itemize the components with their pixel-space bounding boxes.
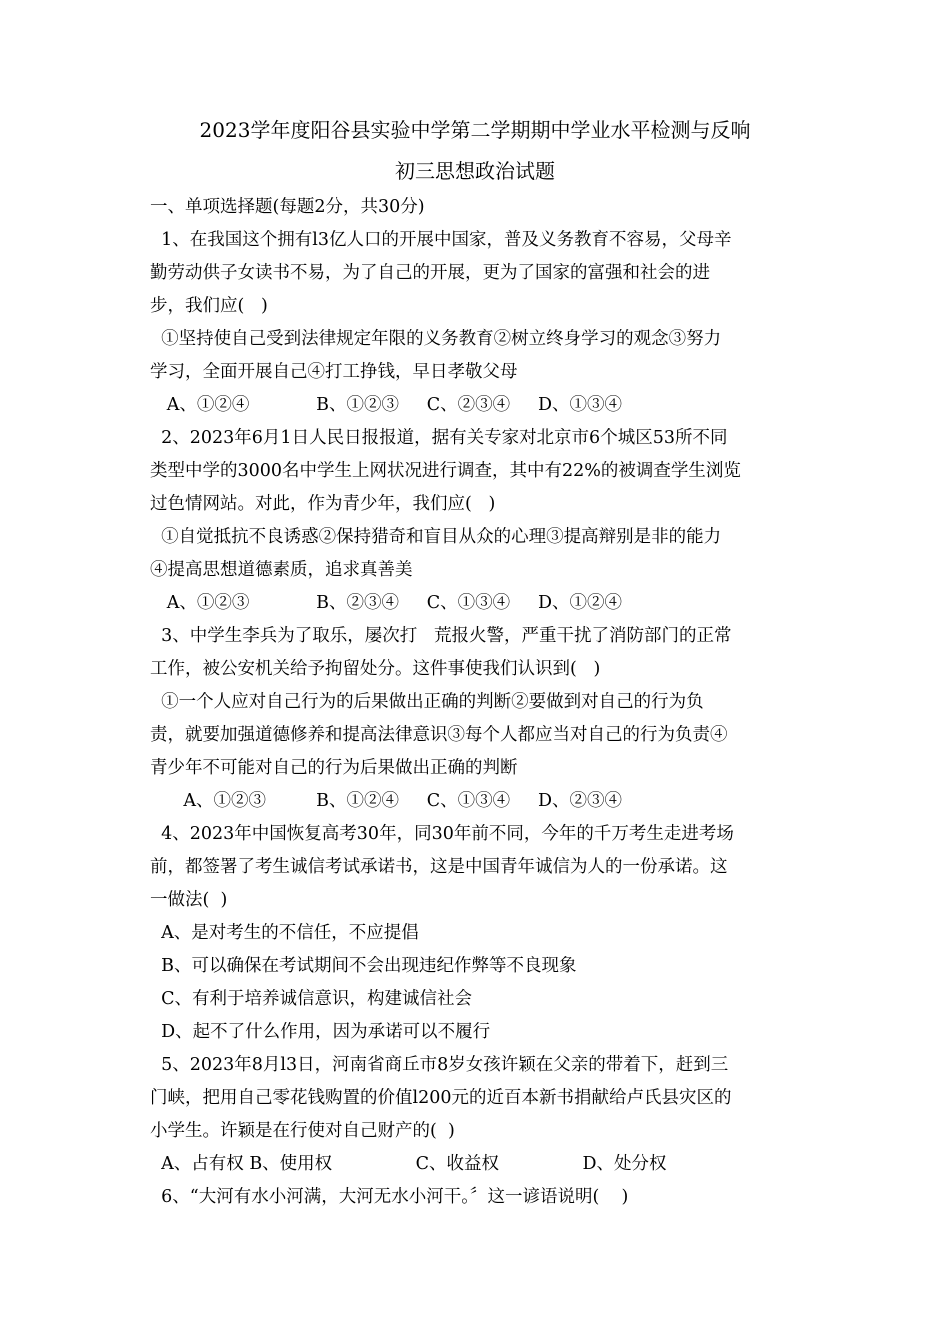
- q4-text-line: 4、2023年中国恢复高考30年，同30年前不同，今年的千万考生走进考场: [150, 824, 734, 844]
- q6-text-line: 6、“大河有水小河满，大河无水小河干。〞这一谚语说明( ): [150, 1187, 629, 1207]
- q4-option-d: D、起不了什么作用，因为承诺可以不履行: [150, 1022, 491, 1042]
- q3-statements-line: ①一个人应对自己行为的后果做出正确的判断②要做到对自己的行为负: [150, 692, 704, 712]
- q4-option-a: A、是对考生的不信任，不应提倡: [150, 923, 419, 943]
- page-title: 2023学年度阳谷县实验中学第二学期期中学业水平检测与反响: [199, 118, 751, 142]
- q3-statements-line: 责，就要加强道德修养和提高法律意识③每个人都应当对自己的行为负责④: [150, 725, 728, 745]
- page-subtitle: 初三思想政治试题: [395, 159, 555, 183]
- q5-text-line: 5、2023年8月l3日，河南省商丘市8岁女孩许颖在父亲的带着下，赶到三: [150, 1055, 729, 1075]
- q2-text-line: 2、2023年6月1日人民日报报道，据有关专家对北京市6个城区53所不同: [150, 428, 728, 448]
- section-heading: 一、单项选择题(每题2分，共30分): [150, 197, 425, 217]
- q5-text-line: 小学生。许颖是在行使对自己财产的( ): [150, 1121, 455, 1141]
- q4-option-c: C、有利于培养诚信意识，构建诚信社会: [150, 989, 473, 1009]
- q3-text-line: 工作，被公安机关给予拘留处分。这件事使我们认识到( ): [150, 659, 601, 679]
- q2-statements-line: ①自觉抵抗不良诱惑②保持猎奇和盲目从众的心理③提高辩别是非的能力: [150, 527, 722, 547]
- q1-statements-line: ①坚持使自己受到法律规定年限的义务教育②树立终身学习的观念③努力: [150, 329, 722, 349]
- q1-statements-line: 学习，全面开展自己④打工挣钱，早日孝敬父母: [150, 362, 518, 382]
- q2-statements-line: ④提高思想道德素质，追求真善美: [150, 560, 413, 580]
- q3-statements-line: 青少年不可能对自己的行为后果做出正确的判断: [150, 758, 518, 778]
- q5-options: A、占有权 B、使用权 C、收益权 D、处分权: [150, 1154, 667, 1174]
- q4-text-line: 前，都签署了考生诚信考试承诺书，这是中国青年诚信为人的一份承诺。这: [150, 857, 728, 877]
- q2-options: A、①②③ B、②③④ C、①③④ D、①②④: [150, 593, 622, 613]
- q3-text-line: 3、中学生李兵为了取乐，屡次打 荒报火警，严重干扰了消防部门的正常: [150, 626, 732, 646]
- q4-option-b: B、可以确保在考试期间不会出现违纪作弊等不良现象: [150, 956, 577, 976]
- q1-options: A、①②④ B、①②③ C、②③④ D、①③④: [150, 395, 622, 415]
- q2-text-line: 类型中学的3000名中学生上网状况进行调查，其中有22%的被调查学生浏览: [150, 461, 741, 481]
- q3-options: A、①②③ B、①②④ C、①③④ D、②③④: [150, 791, 622, 811]
- q1-text-line: 1、在我国这个拥有l3亿人口的开展中国家，普及义务教育不容易，父母辛: [150, 230, 732, 250]
- q5-text-line: 门峡，把用自己零花钱购置的价值l200元的近百本新书捐献给卢氏县灾区的: [150, 1088, 732, 1108]
- q1-text-line: 步，我们应( ): [150, 296, 268, 316]
- q2-text-line: 过色情网站。对此，作为青少年，我们应( ): [150, 494, 496, 514]
- q4-text-line: 一做法( ): [150, 890, 228, 910]
- q1-text-line: 勤劳动供子女读书不易，为了自己的开展，更为了国家的富强和社会的进: [150, 263, 710, 283]
